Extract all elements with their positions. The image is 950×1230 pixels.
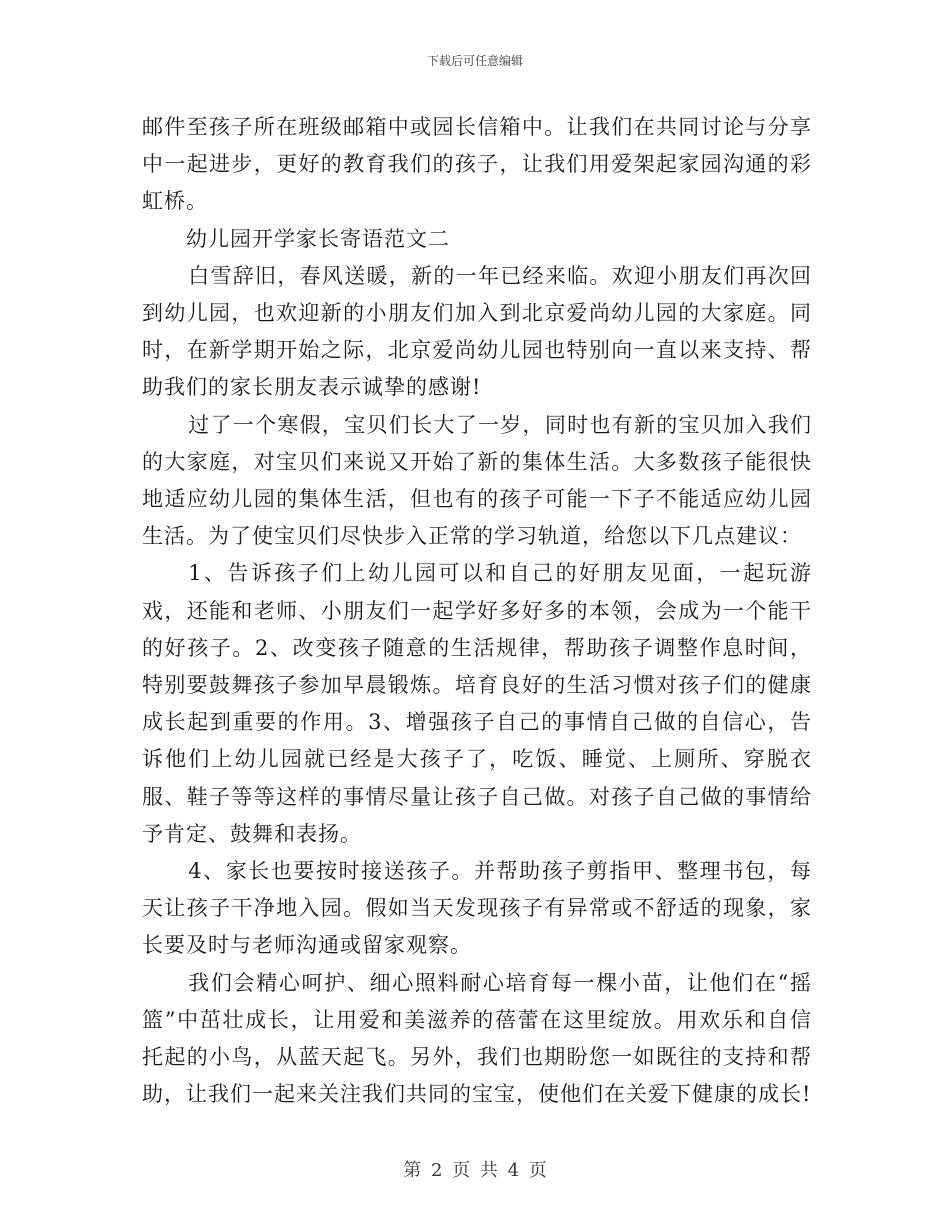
section-title: 幼儿园开学家长寄语范文二 [186, 226, 450, 251]
page-header: 下载后可任意编辑 [426, 54, 523, 68]
paragraph-intro: 过了一个寒假，宝贝们长大了一岁，同时也有新的宝贝加入我们的大家庭，对宝贝们来说又开始了新的集体生活。大多数孩子能很快地适应幼儿园的集体生活，但也有的孩子可能一下子不能适应幼儿园生活。为了使宝贝们尽快步入正常的学习轨道，给您以下几点建议： [142, 412, 812, 549]
page-footer: 第 2 页 共 4 页 [403, 1160, 547, 1181]
paragraph-suggestion-4: 4、家长也要按时接送孩子。并帮助孩子剪指甲、整理书包，每天让孩子干净地入园。假如当天发现孩子有异常或不舒适的现象，家长要及时与老师沟通或留家观察。 [142, 859, 812, 958]
paragraph-continuation: 邮件至孩子所在班级邮箱中或园长信箱中。让我们在共同讨论与分享中一起进步，更好的教育我们的孩子，让我们用爱架起家园沟通的彩虹桥。 [142, 115, 812, 214]
paragraph-suggestions: 1、告诉孩子们上幼儿园可以和自己的好朋友见面，一起玩游戏，还能和老师、小朋友们一起学好多好多的本领，会成为一个能干的好孩子。2、改变孩子随意的生活规律，帮助孩子调整作息时间，特别要鼓舞孩子参加早晨锻炼。培育良好的生活习惯对孩子们的健康成长起到重要的作用。3、增强孩子自己的事情自己做的自信心，告诉他们上幼儿园就已经是大孩子了，吃饭、睡觉、上厕所、穿脱衣服、鞋子等等这样的事情尽量让孩子自己做。对孩子自己做的事情给予肯定、鼓舞和表扬。 [142, 561, 812, 846]
document-body [142, 109, 812, 1113]
paragraph-greeting: 白雪辞旧，春风送暖，新的一年已经来临。欢迎小朋友们再次回到幼儿园，也欢迎新的小朋友们加入到北京爱尚幼儿园的大家庭。同时，在新学期开始之际，北京爱尚幼儿园也特别向一直以来支持、帮助我们的家长朋友表示诚挚的感谢! [142, 263, 812, 400]
paragraph-closing: 我们会精心呵护、细心照料耐心培育每一棵小苗，让他们在“摇篮”中茁壮成长，让用爱和美滋养的蓓蕾在这里绽放。用欢乐和自信托起的小鸟，从蓝天起飞。另外，我们也期盼您一如既往的支持和帮助，让我们一起来关注我们共同的宝宝，使他们在关爱下健康的成长! [142, 970, 812, 1107]
